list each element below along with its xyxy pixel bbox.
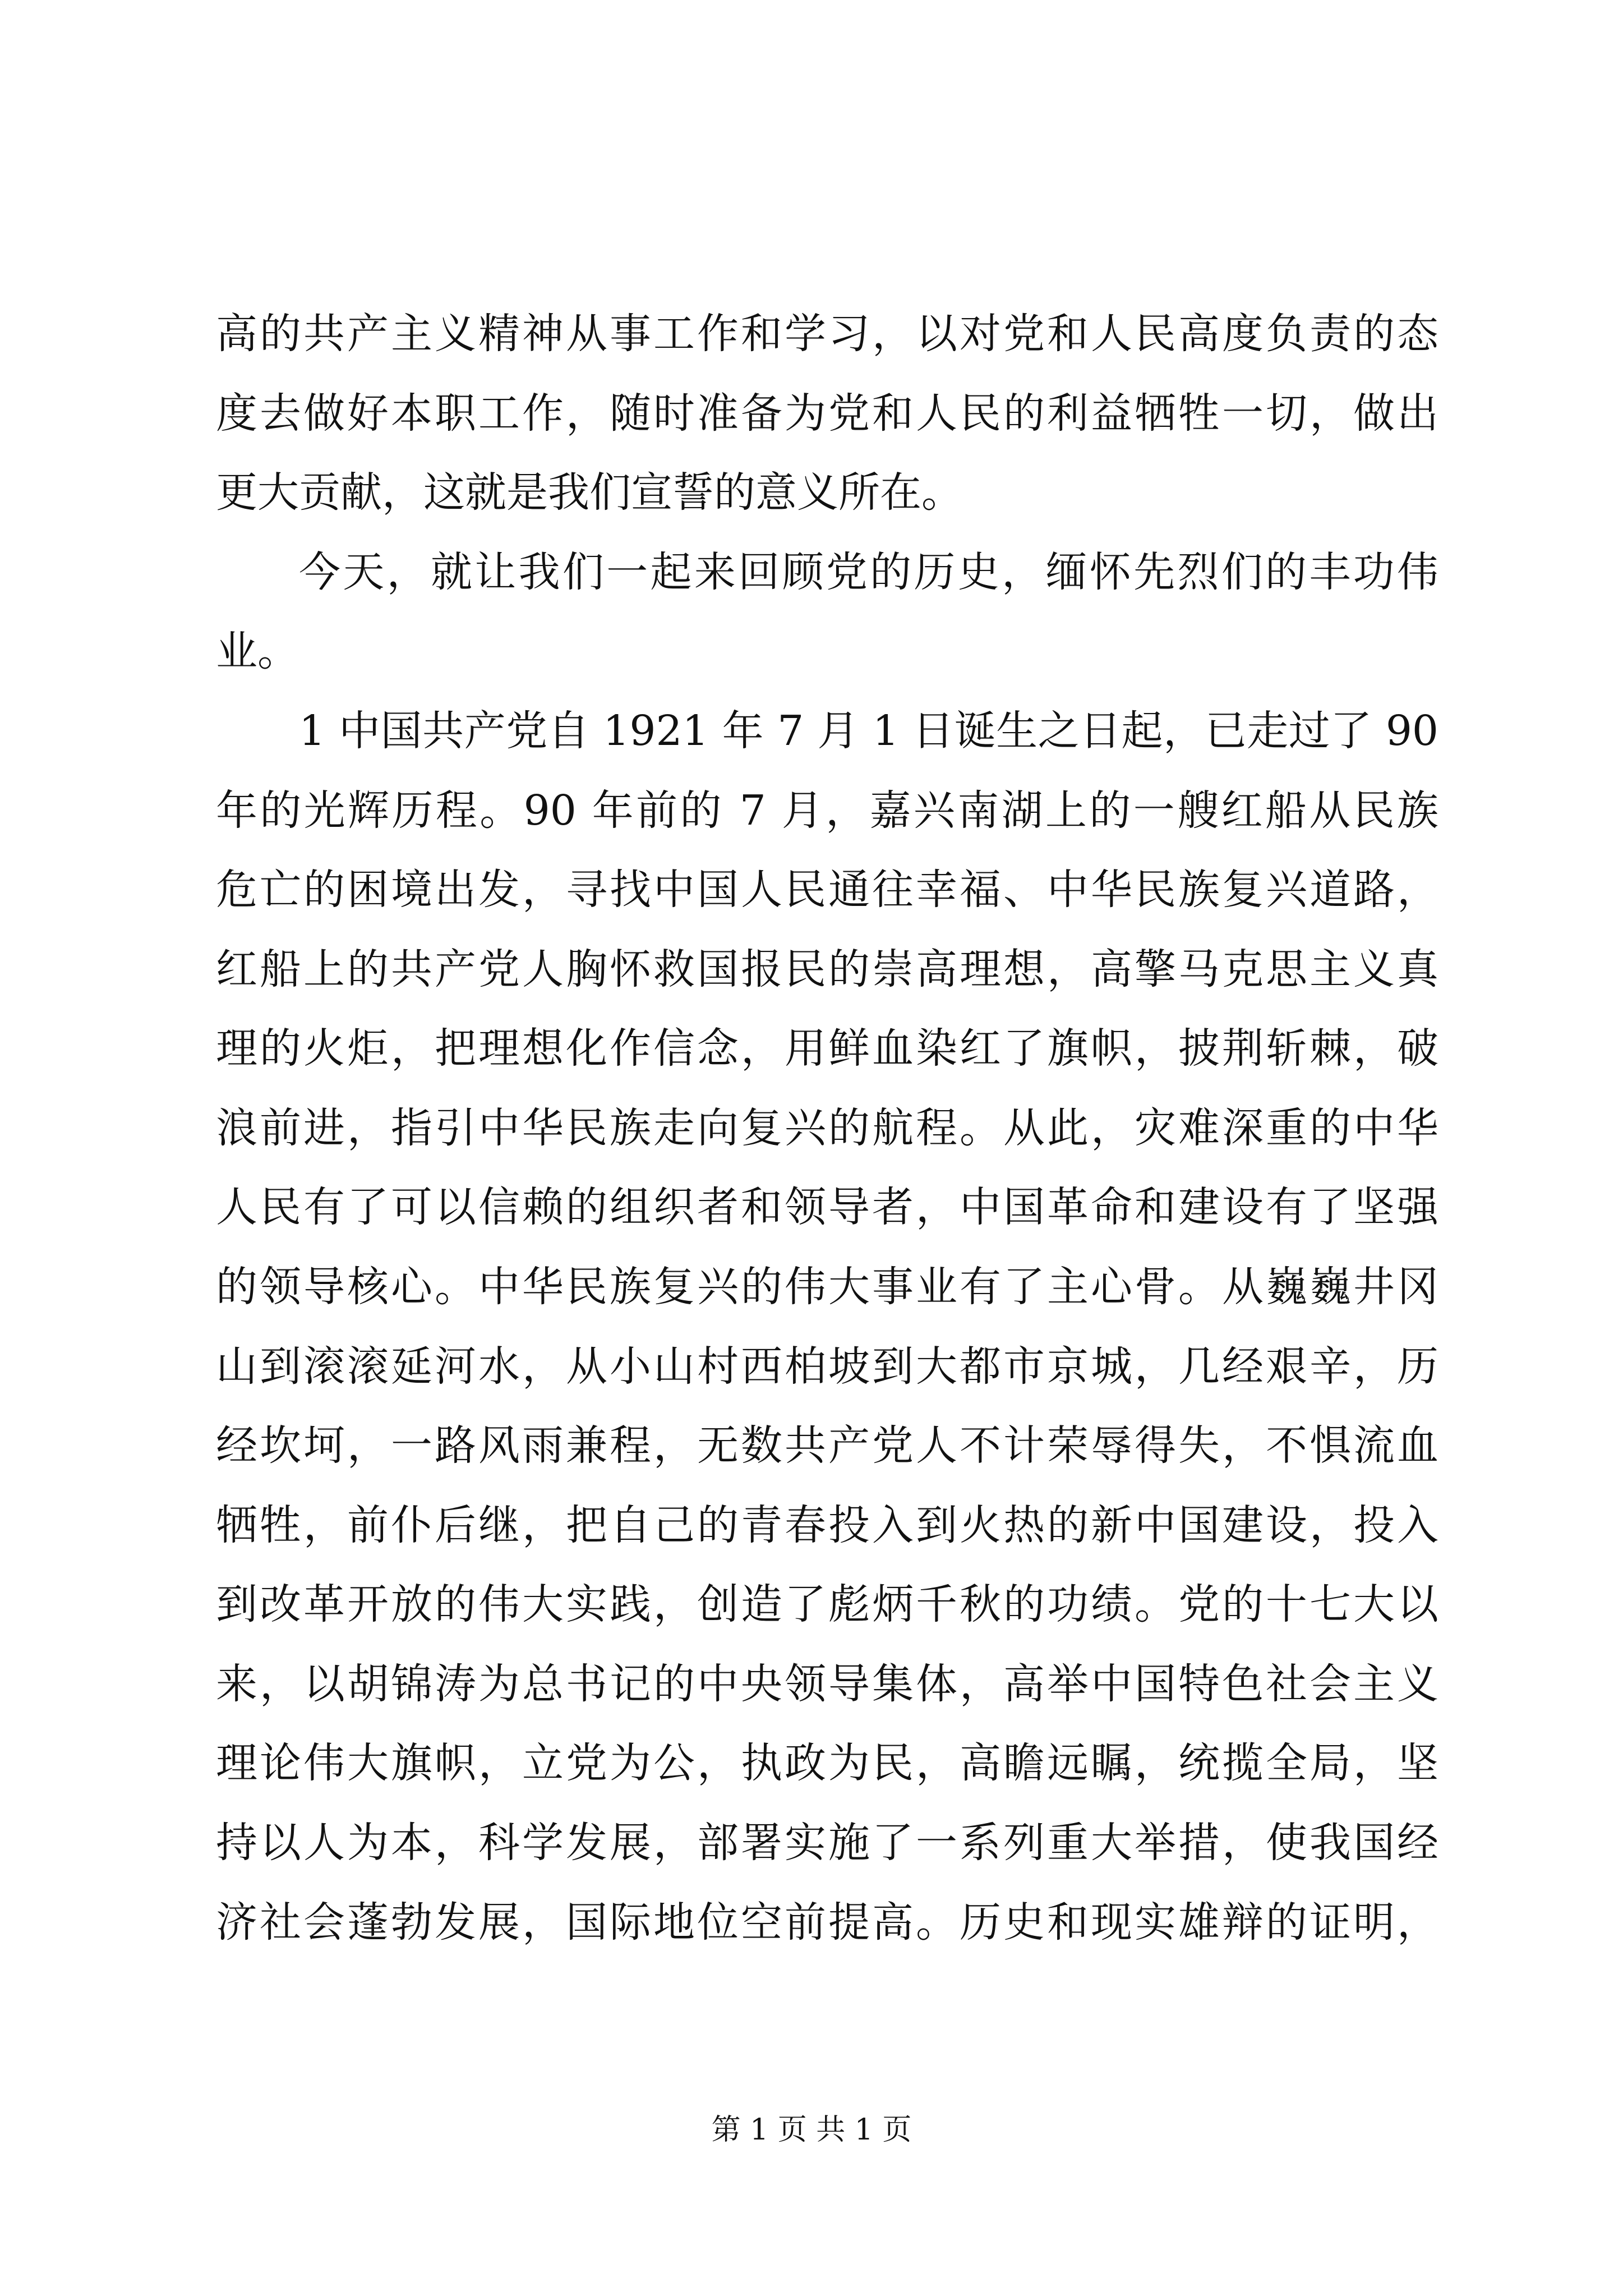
- text-line: 山到滚滚延河水，从小山村西柏坡到大都市京城，几经艰辛，历: [216, 1342, 1438, 1391]
- text-line: 年的光辉历程。90 年前的 7 月，嘉兴南湖上的一艘红船从民族: [216, 786, 1438, 835]
- text-line: 的领导核心。中华民族复兴的伟大事业有了主心骨。从巍巍井冈: [216, 1263, 1438, 1311]
- text-line: 人民有了可以信赖的组织者和领导者，中国革命和建设有了坚强: [216, 1183, 1438, 1231]
- text-line: 济社会蓬勃发展，国际地位空前提高。历史和现实雄辩的证明，: [216, 1898, 1438, 1947]
- text-line: 到改革开放的伟大实践，创造了彪炳千秋的功绩。党的十七大以: [216, 1580, 1438, 1628]
- text-line: 业。: [216, 627, 299, 675]
- text-line: 经坎坷，一路风雨兼程，无数共产党人不计荣辱得失，不惧流血: [216, 1421, 1438, 1470]
- text-line: 度去做好本职工作，随时准备为党和人民的利益牺牲一切，做出: [216, 389, 1438, 438]
- text-line: 持以人为本，科学发展，部署实施了一系列重大举措，使我国经: [216, 1819, 1438, 1867]
- text-line: 牺牲，前仆后继，把自己的青春投入到火热的新中国建设，投入: [216, 1501, 1438, 1549]
- text-line: 浪前进，指引中华民族走向复兴的航程。从此，灾难深重的中华: [216, 1104, 1438, 1152]
- text-line: 理的火炬，把理想化作信念，用鲜血染红了旗帜，披荆斩棘，破: [216, 1024, 1438, 1073]
- page-footer: 第 1 页 共 1 页: [711, 2113, 912, 2147]
- text-line: 理论伟大旗帜，立党为公，执政为民，高瞻远瞩，统揽全局，坚: [216, 1739, 1438, 1787]
- text-line: 红船上的共产党人胸怀救国报民的崇高理想，高擎马克思主义真: [216, 945, 1438, 993]
- text-line: 高的共产主义精神从事工作和学习，以对党和人民高度负责的态: [216, 310, 1438, 358]
- text-line: 今天，就让我们一起来回顾党的历史，缅怀先烈们的丰功伟: [299, 548, 1438, 596]
- text-line: 来，以胡锦涛为总书记的中央领导集体，高举中国特色社会主义: [216, 1660, 1438, 1708]
- text-line: 危亡的困境出发，寻找中国人民通往幸福、中华民族复兴道路，: [216, 866, 1438, 914]
- text-line: 更大贡献，这就是我们宣誓的意义所在。: [216, 468, 963, 517]
- text-line: 1 中国共产党自 1921 年 7 月 1 日诞生之日起，已走过了 90: [299, 707, 1438, 755]
